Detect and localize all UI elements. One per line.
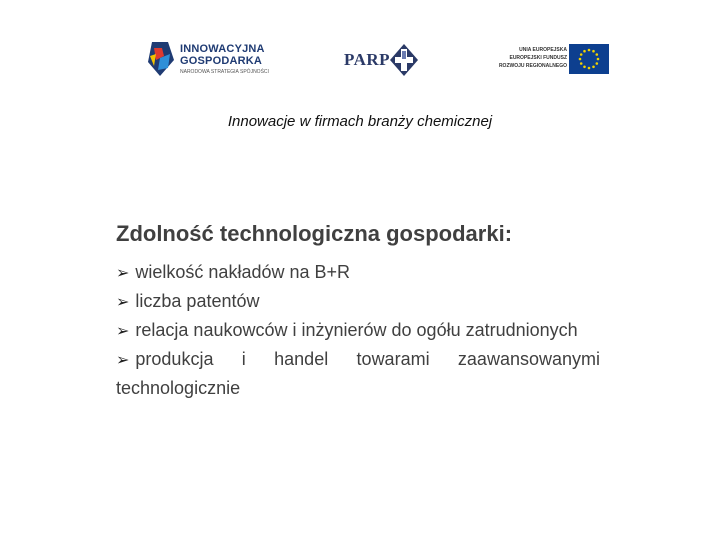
innowacyjna-gospodarka-mark-icon bbox=[146, 40, 176, 78]
eu-logo bbox=[497, 44, 612, 76]
list-item-text: produkcja i handel towarami zaawansowanymi technologicznie bbox=[116, 349, 600, 398]
eu-logo-line2: EUROPEJSKI FUNDUSZ bbox=[509, 55, 567, 61]
arrow-bullet-icon: ➢ bbox=[116, 292, 130, 311]
innowacyjna-gospodarka-logo bbox=[146, 40, 278, 80]
eu-logo-line3: ROZWOJU REGIONALNEGO bbox=[498, 63, 567, 69]
list-item-text: relacja naukowców i inżynierów do ogółu zatrudnionych bbox=[135, 320, 578, 340]
eu-logo-line1: UNIA EUROPEJSKA bbox=[519, 47, 567, 53]
list-item bbox=[116, 258, 600, 287]
page-subtitle: Innowacje w firmach branży chemicznej bbox=[227, 113, 493, 130]
list-item bbox=[116, 316, 600, 345]
list-item bbox=[116, 287, 600, 316]
list-item bbox=[116, 345, 600, 402]
arrow-bullet-icon: ➢ bbox=[116, 350, 130, 369]
arrow-bullet-icon: ➢ bbox=[116, 263, 130, 282]
logo-ig-line2: GOSPODARKA bbox=[180, 55, 263, 67]
logo-ig-line3: NARODOWA STRATEGIA SPÓJNOŚCI bbox=[180, 69, 269, 75]
parp-logo bbox=[340, 42, 420, 78]
list-item-text: wielkość nakładów na B+R bbox=[135, 262, 351, 282]
eu-flag-icon bbox=[569, 44, 609, 74]
arrow-bullet-icon: ➢ bbox=[116, 321, 130, 340]
parp-cross-icon bbox=[390, 44, 418, 76]
parp-wordmark: PARP bbox=[344, 50, 391, 69]
main-content bbox=[116, 220, 600, 402]
section-heading: Zdolność technologiczna gospodarki: bbox=[116, 221, 513, 246]
list-item-text: liczba patentów bbox=[135, 291, 260, 311]
logo-ig-line1: INNOWACYJNA bbox=[180, 43, 265, 55]
